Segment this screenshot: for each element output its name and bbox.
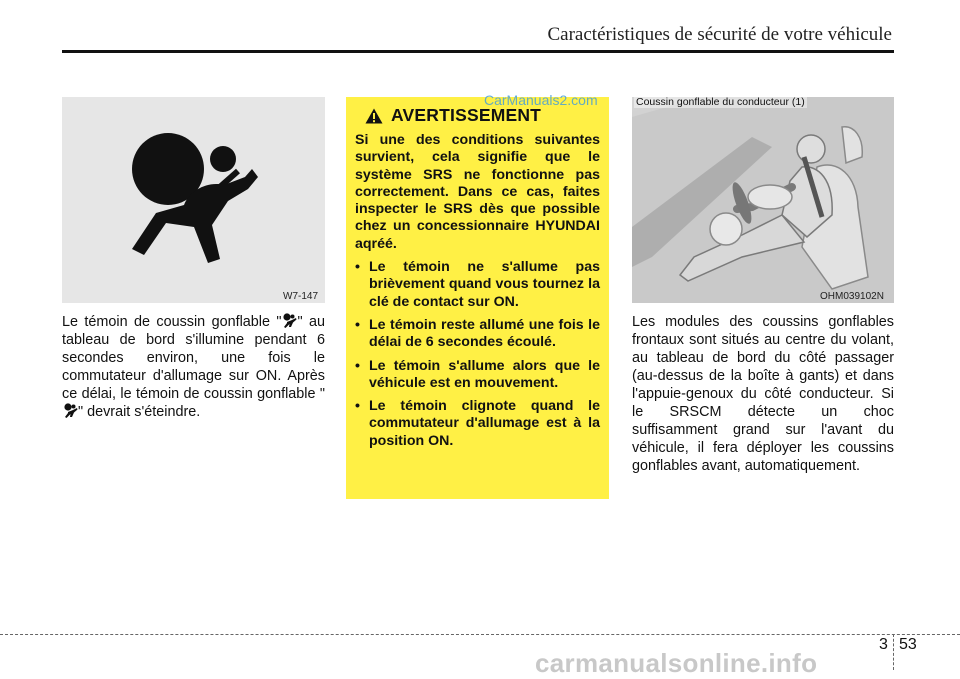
airbag-inline-icon: [62, 403, 78, 419]
site-watermark: carmanualsonline.info: [535, 648, 818, 678]
warning-bullet: • Le témoin ne s'allume pas brièvement quand vous tournez la clé de contact sur ON.: [355, 259, 600, 311]
figure-code-left: W7-147: [283, 291, 319, 302]
footer-rule: [0, 634, 960, 635]
warning-bullet: • Le témoin clignote quand le commutateur d'allumage est à la position ON.: [355, 398, 600, 450]
page-number: 53: [899, 636, 917, 653]
warning-triangle-icon: [365, 108, 383, 124]
warning-intro: Si une des conditions suivantes survient, cela signifie que le système SRS ne fonctionne pas correctement. Dans ce cas, faites inspecter le SRS dès que possible chez un concessionnaire HYUNDAI aqréé.: [355, 132, 600, 252]
airbag-warning-icon: [62, 97, 325, 303]
warning-bullet: • Le témoin s'allume alors que le véhicule est en mouvement.: [355, 358, 600, 393]
body-left-part1: Le témoin de coussin gonflable ": [62, 314, 282, 330]
watermark-link[interactable]: CarManuals2.com: [484, 92, 598, 108]
driver-airbag-illustration: [632, 97, 894, 303]
figure-caption-right: Coussin gonflable du conducteur (1): [636, 96, 805, 108]
warning-box: [346, 97, 609, 499]
section-number: 3: [879, 636, 888, 653]
driver-airbag-figure: [632, 97, 894, 303]
warning-header: [365, 105, 600, 126]
airbag-inline-icon: [281, 313, 297, 329]
warning-title: AVERTISSEMENT: [391, 105, 542, 125]
body-left-part3: " devrait s'éteindre.: [78, 404, 201, 420]
airbag-warning-figure: [62, 97, 325, 303]
body-left-part2: " au tableau de bord s'illumine pendant 6 secondes environ, une fois le commutateur d'allumage sur ON. Après ce délai, le témoin de coussin gonflable ": [62, 314, 325, 402]
header-title: Caractéristiques de sécurité de votre véhicule: [547, 24, 892, 45]
body-text-left: [62, 313, 325, 421]
warning-bullet: • Le témoin reste allumé une fois le délai de 6 secondes écoulé.: [355, 317, 600, 352]
header-rule: [62, 50, 894, 53]
figure-code-right: OHM039102N: [820, 291, 884, 302]
warning-list: [355, 259, 600, 450]
page-number-divider: [893, 634, 894, 670]
body-text-right: Les modules des coussins gonflables frontaux sont situés au centre du volant, au tableau de bord du côté passager (au-dessus de la boîte à gants) et dans l'appuie-genoux du côté conducteur. Si le SRSCM détecte un choc suffisamment grand sur l'avant du véhicule, il fera déployer les coussins gonflables avant, automatiquement.: [632, 314, 894, 474]
